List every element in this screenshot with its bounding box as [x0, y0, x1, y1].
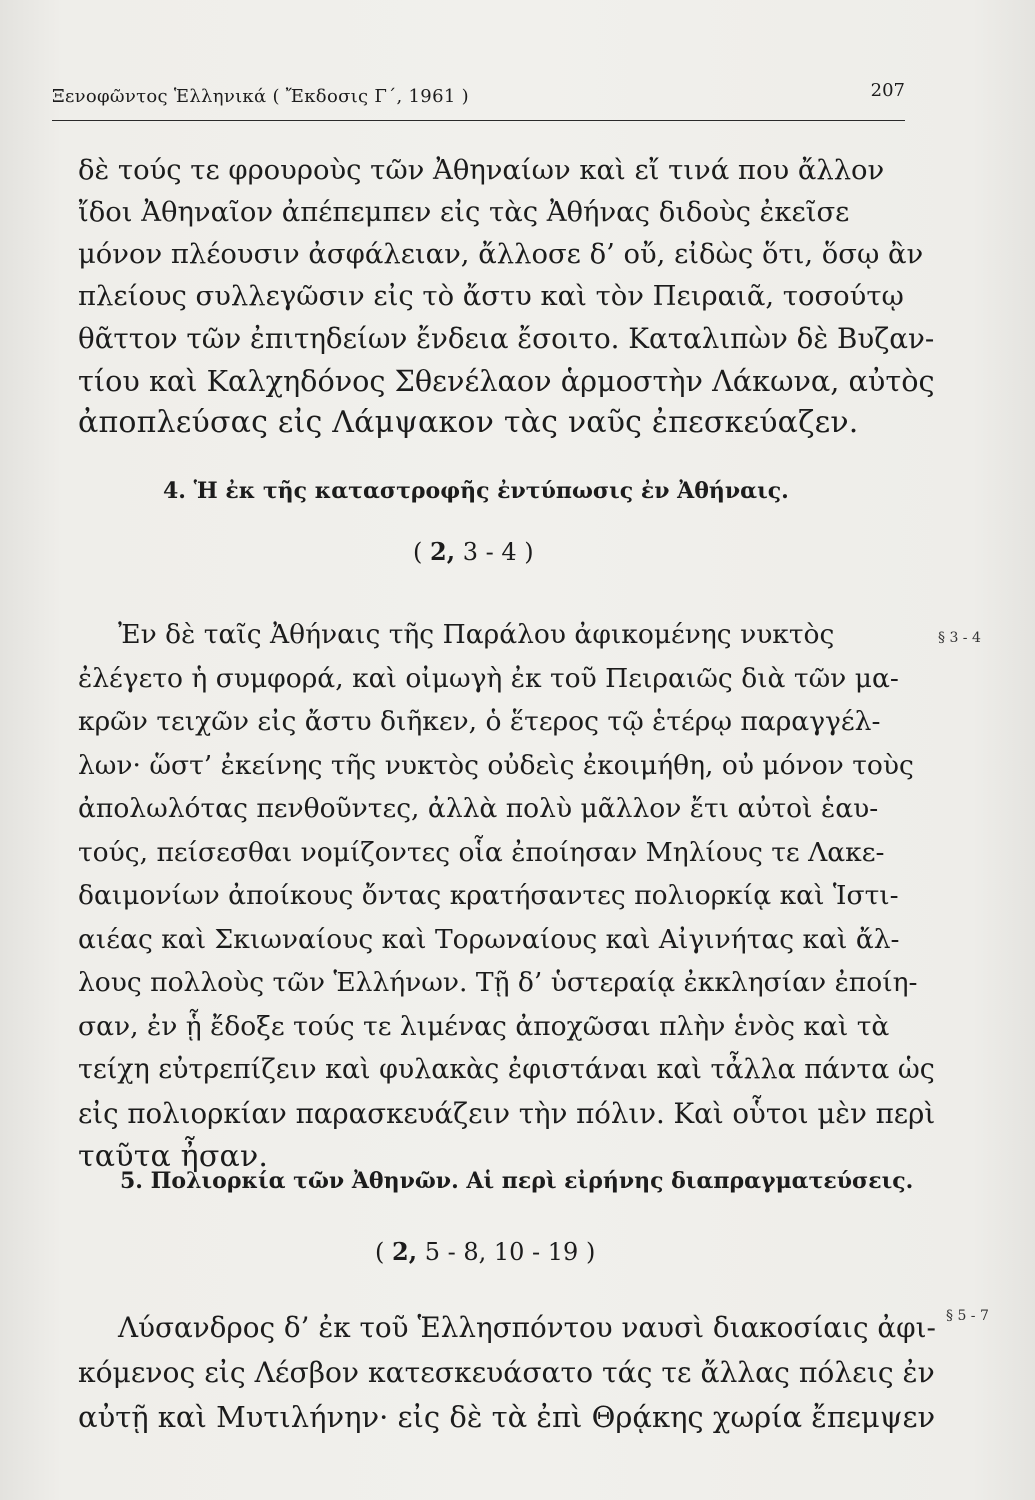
- section-4-ref-range: 3 - 4: [455, 538, 517, 566]
- text-line: εἰς πολιορκίαν παρασκευάζειν τὴν πόλιν. Καὶ οὗτοι μὲν περὶ: [78, 1096, 936, 1130]
- text-line: μόνον πλέουσιν ἀσφάλειαν, ἄλλοσε δ’ οὔ, εἰδὼς ὅτι, ὅσῳ ἂν: [78, 239, 924, 270]
- text-line: θᾶττον τῶν ἐπιτηδείων ἔνδεια ἔσοιτο. Καταλιπὼν δὲ Βυζαν-: [78, 322, 935, 355]
- paragraph-3: [78, 1305, 936, 1440]
- section-4-ref-chapter: 2,: [430, 537, 456, 566]
- text-line: ἴδοι Ἀθηναῖον ἀπέπεμπεν εἰς τὰς Ἀθήνας διδοὺς ἐκεῖσε: [78, 197, 850, 228]
- text-line: ἀπολωλότας πενθοῦντες, ἀλλὰ πολὺ μᾶλλον ἔτι αὐτοὶ ἑαυ-: [78, 793, 879, 824]
- section-4-reference: ( 2, 3 - 4 ): [413, 537, 534, 566]
- section-5-reference: ( 2, 5 - 8, 10 - 19 ): [375, 1237, 596, 1266]
- running-title: Ξενοφῶντος Ἑλληνικά ( Ἔκδοσις Γ΄, 1961 ): [52, 86, 469, 107]
- running-header: [52, 80, 905, 121]
- text-line: δαιμονίων ἀποίκους ὄντας κρατήσαντες πολιορκίᾳ καὶ Ἱστι-: [78, 880, 899, 911]
- margin-note-section-4: § 3 - 4: [938, 630, 981, 646]
- text-line: Λύσανδρος δ’ ἐκ τοῦ Ἑλλησπόντου ναυσὶ διακοσίαις ἀφι-: [118, 1311, 936, 1344]
- text-line: τίου καὶ Καλχηδόνος Σθενέλαον ἁρμοστὴν Λάκωνα, αὐτὸς: [78, 364, 935, 398]
- text-line: αιέας καὶ Σκιωναίους καὶ Τορωναίους καὶ Αἰγινήτας καὶ ἄλ-: [78, 923, 900, 955]
- section-4-heading: 4. Ἡ ἐκ τῆς καταστροφῆς ἐντύπωσις ἐν Ἀθήναις.: [163, 478, 789, 504]
- paragraph-1: [78, 150, 935, 444]
- text-line: πλείους συλλεγῶσιν εἰς τὸ ἄστυ καὶ τὸν Πειραιᾶ, τοσούτῳ: [78, 281, 904, 312]
- margin-note-section-5: § 5 - 7: [946, 1308, 989, 1324]
- text-line: λους πολλοὺς τῶν Ἑλλήνων. Τῇ δ’ ὑστεραίᾳ ἐκκλησίαν ἐποίη-: [78, 967, 918, 998]
- text-line: ἀποπλεύσας εἰς Λάμψακον τὰς ναῦς ἐπεσκεύαζεν.: [78, 405, 859, 440]
- page-number: 207: [870, 80, 905, 101]
- section-5-heading: 5. Πολιορκία τῶν Ἀθηνῶν. Αἱ περὶ εἰρήνης διαπραγματεύσεις.: [120, 1168, 914, 1194]
- text-line: Ἐν δὲ ταῖς Ἀθήναις τῆς Παράλου ἀφικομένης νυκτὸς: [118, 619, 835, 650]
- text-line: ταῦτα ἦσαν.: [78, 1139, 269, 1174]
- text-line: τείχη εὐτρεπίζειν καὶ φυλακὰς ἐφιστάναι καὶ τἆλλα πάντα ὡς: [78, 1054, 935, 1085]
- text-line: δὲ τούς τε φρουροὺς τῶν Ἀθηναίων καὶ εἴ τινά που ἄλλον: [78, 155, 885, 186]
- section-5-ref-chapter: 2,: [392, 1237, 418, 1266]
- text-line: κρῶν τειχῶν εἰς ἄστυ διῆκεν, ὁ ἕτερος τῷ ἑτέρῳ παραγγέλ-: [78, 706, 881, 737]
- text-line: λων· ὥστ’ ἐκείνης τῆς νυκτὸς οὐδεὶς ἐκοιμήθη, οὐ μόνον τοὺς: [78, 749, 914, 781]
- text-line: τούς, πείσεσθαι νομίζοντες οἷα ἐποίησαν Μηλίους τε Λακε-: [78, 836, 885, 868]
- text-line: αὐτῇ καὶ Μυτιλήνην· εἰς δὲ τὰ ἐπὶ Θρᾴκης χωρία ἔπεμψεν: [78, 1400, 936, 1434]
- text-line: σαν, ἐν ᾗ ἔδοξε τούς τε λιμένας ἀποχῶσαι πλὴν ἑνὸς καὶ τὰ: [78, 1010, 890, 1042]
- paragraph-2: [78, 613, 935, 1179]
- section-5-ref-range: 5 - 8, 10 - 19: [417, 1238, 579, 1266]
- text-line: κόμενος εἰς Λέσβον κατεσκευάσατο τάς τε ἄλλας πόλεις ἐν: [78, 1356, 935, 1389]
- text-line: ἐλέγετο ἡ συμφορά, καὶ οἰμωγὴ ἐκ τοῦ Πειραιῶς διὰ τῶν μα-: [78, 662, 899, 694]
